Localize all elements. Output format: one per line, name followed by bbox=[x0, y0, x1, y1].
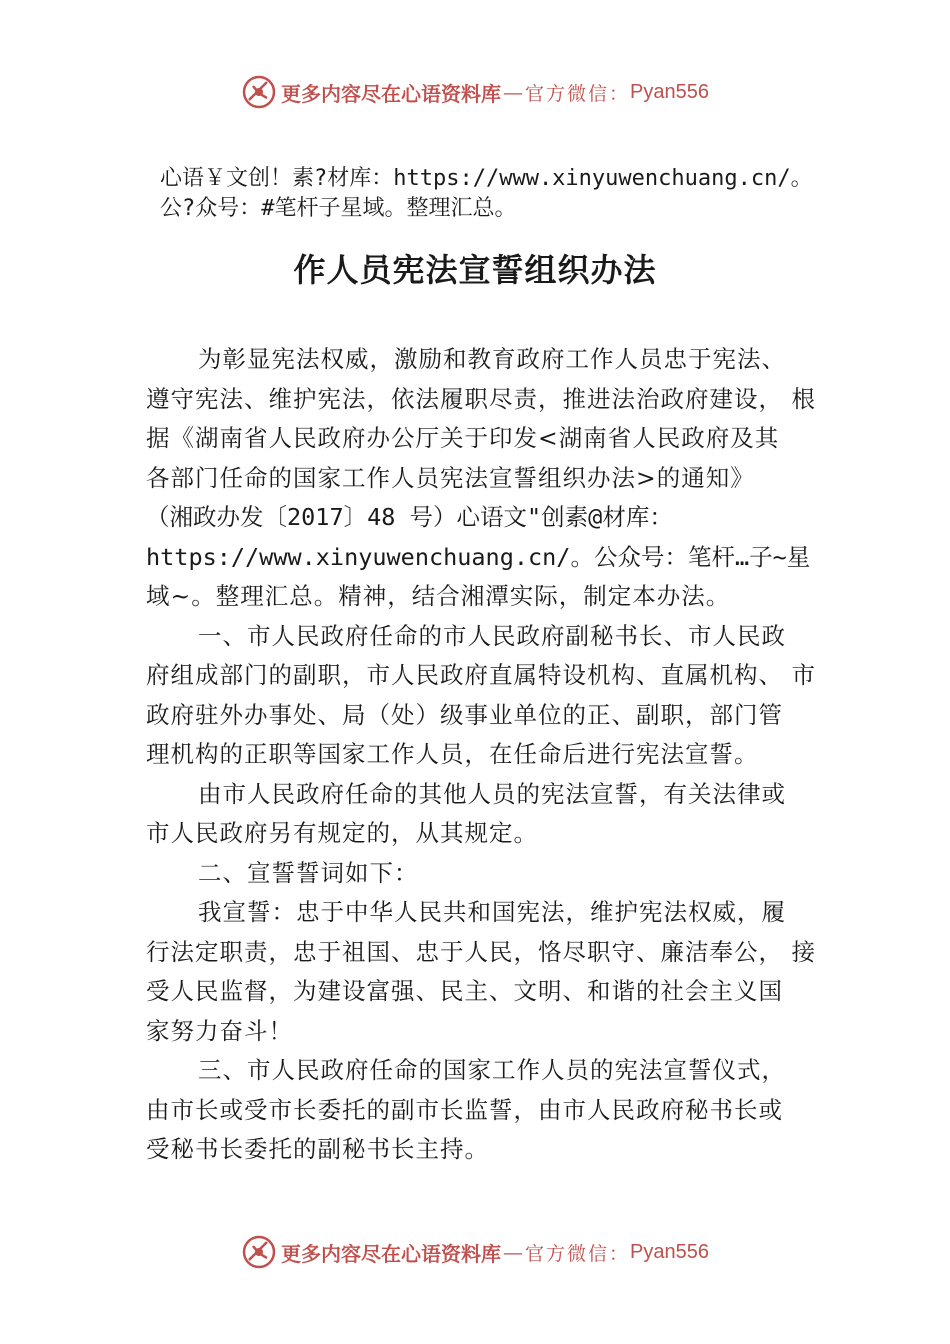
banner-wechat-label: 官方微信： bbox=[525, 82, 631, 105]
paragraph-6-line-3: 受秘书长委托的副秘书长主持。 bbox=[146, 1135, 489, 1163]
banner-main-text: 更多内容尽在心语资料库 bbox=[281, 1241, 501, 1266]
paragraph-1-line-1: 为彰显宪法权威，激励和教育政府工作人员忠于宪法、 bbox=[198, 345, 786, 373]
banner-main-text: 更多内容尽在心语资料库 bbox=[281, 81, 501, 106]
paragraph-5-line-2: 行法定职责，忠于祖国、忠于人民，恪尽职守、廉洁奉公， 接 bbox=[146, 937, 816, 966]
paragraph-1-line-4: 各部门任命的国家工作人员宪法宣誓组织办法>的通知》 bbox=[146, 463, 755, 492]
paragraph-2-line-2: 府组成部门的副职，市人民政府直属特设机构、直属机构、 市 bbox=[146, 661, 816, 689]
paragraph-1-line-7: 域~。整理汇总。精神，结合湘潭实际，制定本办法。 bbox=[146, 582, 731, 610]
paragraph-1-line-6: https://www.xinyuwenchuang.cn/。公众号：笔杆…子~星 bbox=[146, 542, 811, 571]
paragraph-3-line-2: 市人民政府另有规定的，从其规定。 bbox=[146, 819, 538, 847]
paragraph-3-line-1: 由市人民政府任命的其他人员的宪法宣誓，有关法律或 bbox=[198, 779, 786, 808]
paragraph-1-line-2: 遵守宪法、维护宪法，依法履职尽责，推进法治政府建设， 根 bbox=[146, 384, 816, 413]
paragraph-6-line-2: 由市长或受市长委托的副市长监誓，由市人民政府秘书长或 bbox=[146, 1095, 783, 1124]
paragraph-4: 二、宣誓誓词如下： bbox=[198, 858, 419, 887]
paragraph-1-line-3: 据《湖南省人民政府办公厅关于印发<湖南省人民政府及其 bbox=[146, 424, 780, 452]
paragraph-2-line-1: 一、市人民政府任命的市人民政府副秘书长、市人民政 bbox=[198, 621, 786, 650]
banner-wechat-id: Pyan556 bbox=[630, 80, 709, 103]
banner-wechat-id: Pyan556 bbox=[630, 1240, 709, 1263]
paragraph-2-line-4: 理机构的正职等国家工作人员，在任命后进行宪法宣誓。 bbox=[146, 740, 759, 768]
brand-logo-icon bbox=[241, 1234, 277, 1270]
paragraph-2-line-3: 政府驻外办事处、局（处）级事业单位的正、副职，部门管 bbox=[146, 700, 783, 729]
paragraph-5-line-4: 家努力奋斗！ bbox=[146, 1016, 293, 1045]
source-line-2: 公?众号：#笔杆子星域。整理汇总。 bbox=[160, 196, 517, 221]
brand-logo-icon bbox=[241, 74, 277, 110]
source-line-1: 心语￥文创！素?材库：https://www.xinyuwenchuang.cn/。 bbox=[160, 166, 813, 191]
paragraph-1-line-5: （湘政办发〔2017〕48 号）心语文"创素@材库： bbox=[146, 503, 673, 531]
paragraph-5-line-3: 受人民监督，为建设富强、民主、文明、和谐的社会主义国 bbox=[146, 977, 783, 1005]
document-title: 作人员宪法宣誓组织办法 bbox=[293, 251, 657, 289]
paragraph-5-line-1: 我宣誓：忠于中华人民共和国宪法，维护宪法权威，履 bbox=[198, 898, 786, 926]
header-banner bbox=[0, 72, 950, 112]
banner-wechat-label: 官方微信： bbox=[525, 1242, 631, 1265]
banner-separator: — bbox=[503, 1240, 523, 1264]
banner-separator: — bbox=[503, 80, 523, 104]
source-notice bbox=[160, 164, 860, 224]
paragraph-6-line-1: 三、市人民政府任命的国家工作人员的宪法宣誓仪式， bbox=[198, 1056, 786, 1084]
footer-banner bbox=[0, 1232, 950, 1272]
document-body bbox=[146, 340, 826, 1170]
